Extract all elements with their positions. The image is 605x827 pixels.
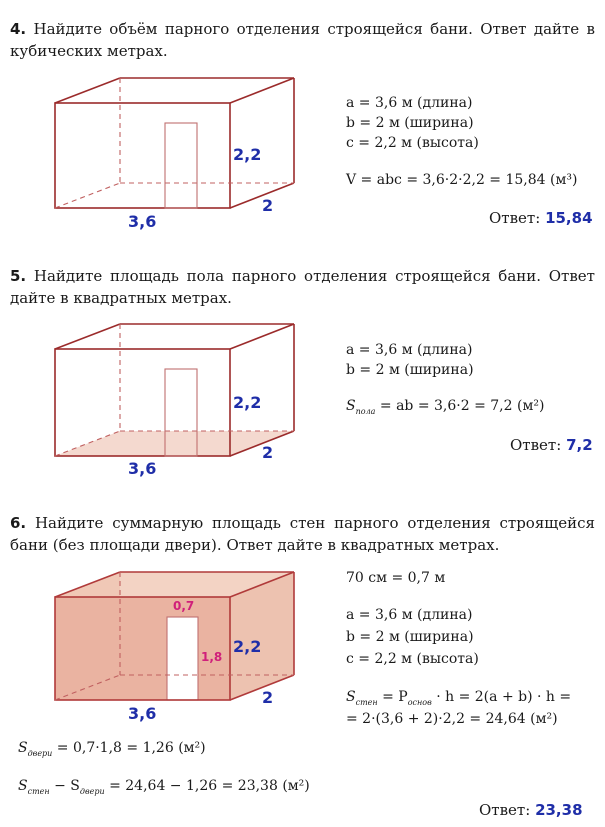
p6-answer: [479, 801, 583, 819]
p4-given-a: a = 3,6 м (длина): [346, 95, 473, 111]
problem5-number: 5.: [10, 267, 27, 285]
p6-given-a: a = 3,6 м (длина): [346, 607, 473, 623]
p6-walls-sub2: основ: [407, 697, 432, 707]
p6-diff-sub2: двери: [79, 786, 105, 796]
p6-diff-minus: − S: [49, 778, 80, 794]
problem4-number: 4.: [10, 20, 27, 38]
p5-answer-label: Ответ:: [510, 436, 562, 454]
p5-formula-sub: пола: [355, 406, 376, 416]
problem6-text: Найдите суммарную площадь стен парного отделения строящейся бани (без площади двери). Ответ дайте в квадратных метрах.: [10, 514, 595, 554]
p4-height-label: 2,2: [233, 145, 262, 164]
p4-given-b: b = 2 м (ширина): [346, 115, 474, 131]
problem6-number: 6.: [10, 514, 27, 532]
p4-answer-value: 15,84: [545, 209, 593, 227]
p5-formula-rhs: = ab = 3,6·2 = 7,2 (м²): [375, 398, 545, 414]
p5-width-label: 2: [262, 443, 274, 462]
p6-door-width-label: 0,7: [173, 599, 195, 613]
p6-answer-label: Ответ:: [479, 801, 531, 819]
p6-walls-rhs: · h = 2(a + b) · h =: [431, 689, 572, 705]
p6-walls-sub: стен: [355, 697, 378, 707]
p5-given-b: b = 2 м (ширина): [346, 362, 474, 378]
p4-answer-label: Ответ:: [489, 209, 541, 227]
p6-width-label: 2: [262, 688, 274, 707]
p6-difference: [18, 778, 310, 796]
p6-door-lhs: S: [18, 740, 28, 756]
p6-diff-rhs: = 24,64 − 1,26 = 23,38 (м²): [104, 778, 310, 794]
p6-front-wall: [55, 597, 230, 700]
p6-answer-value: 23,38: [535, 801, 583, 819]
p6-walls-mid: = P: [377, 689, 408, 705]
p6-walls-lhs: S: [346, 689, 356, 705]
p4-given-c: c = 2,2 м (высота): [346, 135, 479, 151]
problem5-text: Найдите площадь пола парного отделения строящейся бани. Ответ дайте в квадратных метрах.: [10, 267, 595, 307]
problem4-text: Найдите объём парного отделения строящейся бани. Ответ дайте в кубических метрах.: [10, 20, 595, 60]
p6-walls-formula: [346, 689, 571, 707]
p6-door-area: [18, 740, 206, 758]
p6-height-label: 2,2: [233, 637, 262, 656]
p6-door: [167, 617, 198, 700]
p6-door-rhs: = 0,7·1,8 = 1,26 (м²): [52, 740, 206, 756]
p6-door-height-label: 1,8: [201, 650, 223, 664]
p6-door-sub: двери: [27, 748, 53, 758]
p5-answer-value: 7,2: [566, 436, 593, 454]
p6-conversion: 70 см = 0,7 м: [346, 570, 446, 586]
p5-length-label: 3,6: [128, 459, 157, 478]
p4-formula: V = abc = 3,6·2·2,2 = 15,84 (м³): [346, 172, 578, 188]
p4-length-label: 3,6: [128, 212, 157, 231]
p6-diff-sub1: стен: [27, 786, 50, 796]
p6-length-label: 3,6: [128, 704, 157, 723]
p6-walls-line2: = 2·(3,6 + 2)·2,2 = 24,64 (м²): [346, 711, 558, 727]
p4-width-label: 2: [262, 196, 274, 215]
p5-given-a: a = 3,6 м (длина): [346, 342, 473, 358]
p6-given-b: b = 2 м (ширина): [346, 629, 474, 645]
p5-formula-lhs: S: [346, 398, 356, 414]
p5-height-label: 2,2: [233, 393, 262, 412]
p6-given-c: c = 2,2 м (высота): [346, 651, 479, 667]
p6-diff-s1: S: [18, 778, 28, 794]
